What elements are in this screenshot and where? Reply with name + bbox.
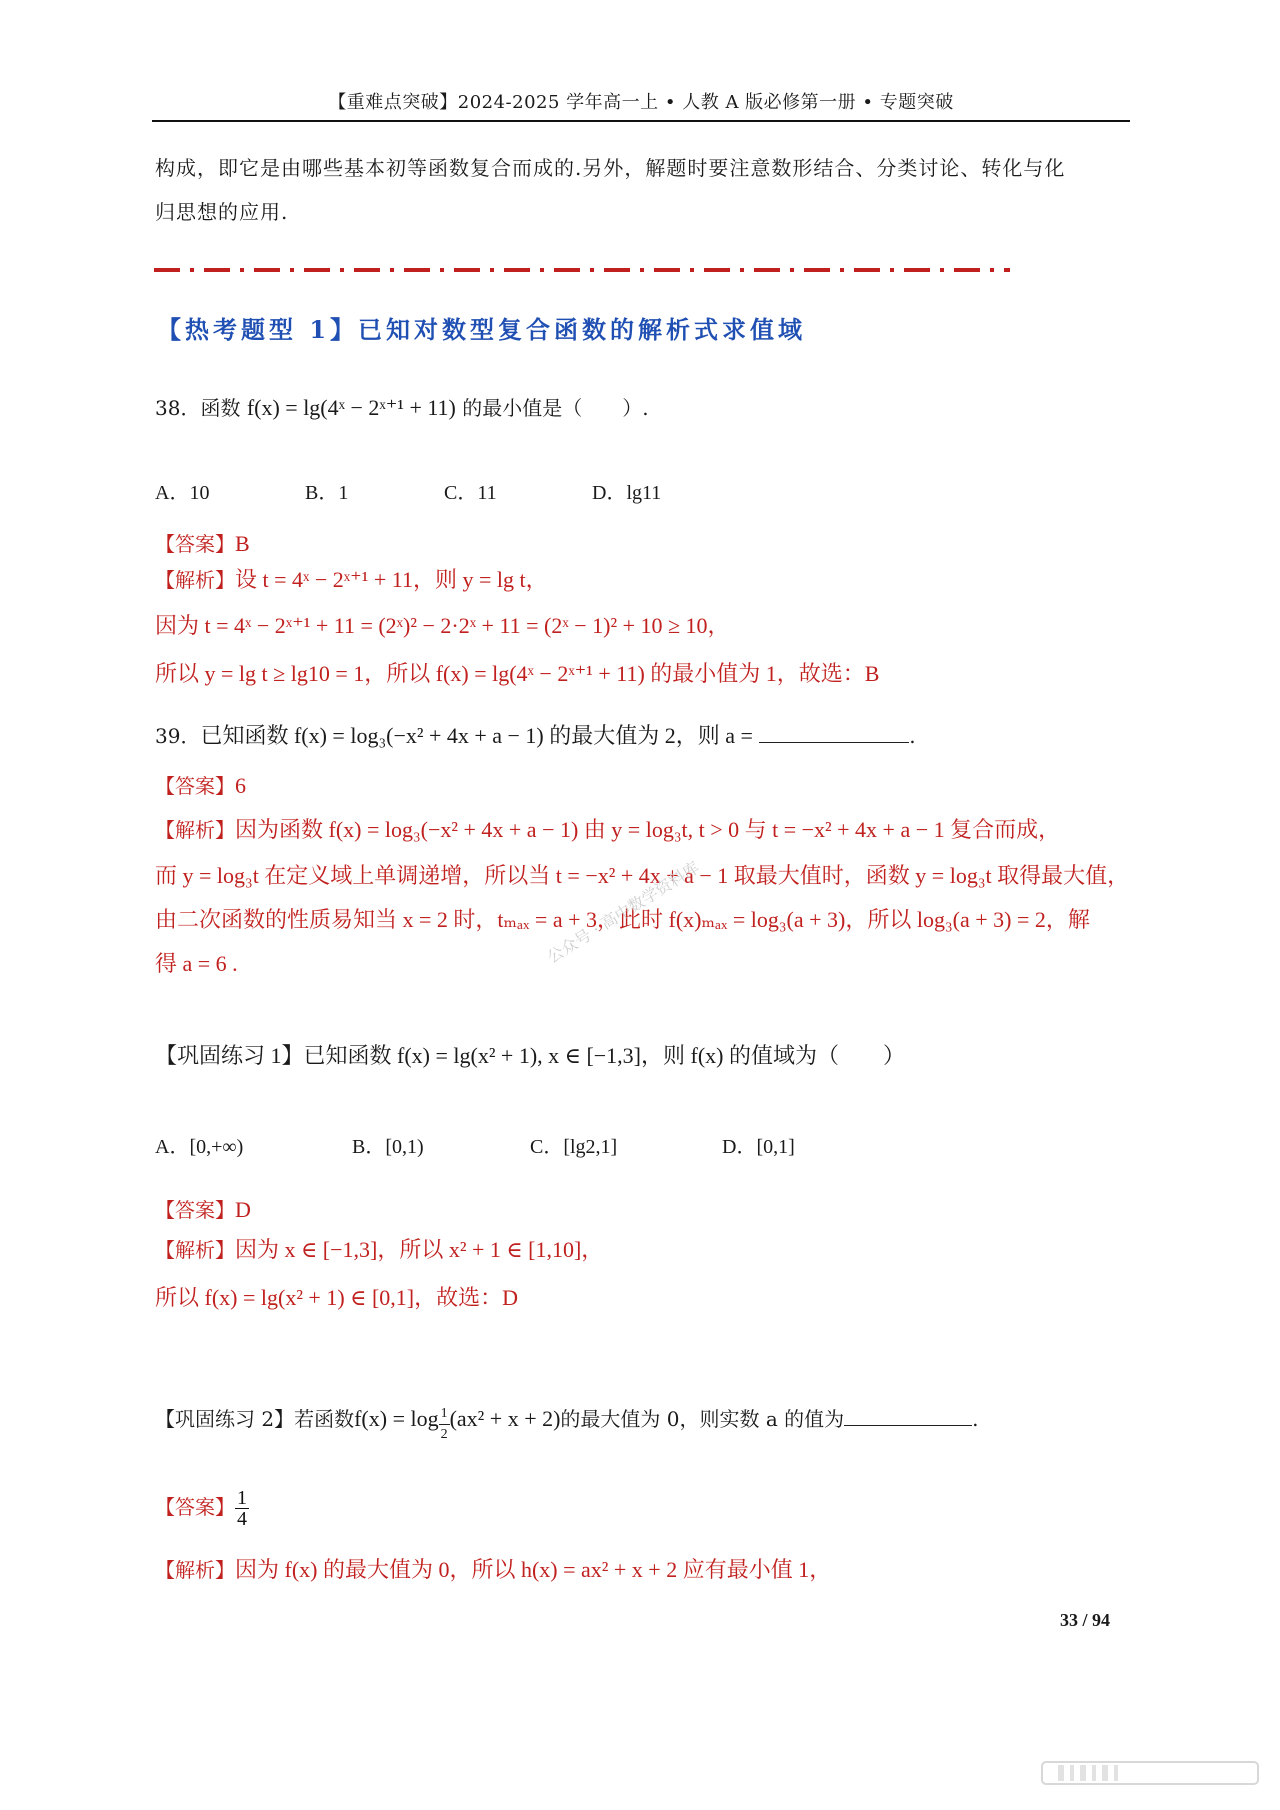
question-39 (155, 722, 916, 750)
watermark: 公众号 · 高中数学资料库 (543, 857, 703, 967)
analysis-tag: 【解析】 (155, 1238, 235, 1262)
answer-value: 6 (235, 773, 246, 798)
answer-practice-2 (155, 1488, 249, 1529)
analysis-38-line-3: 所以 y = lg t ≥ lg10 = 1，所以 f(x) = lg(4ˣ − 2ˣ⁺¹ + 11) 的最小值为 1，故选：B (155, 661, 880, 686)
base-denominator: 2 (440, 1427, 448, 1442)
answer-numerator: 1 (237, 1487, 247, 1509)
analysis-text: 设 t = 4ˣ − 2ˣ⁺¹ + 11，则 y = lg t， (235, 567, 548, 592)
stem-formula: f(x) = log (354, 1406, 439, 1431)
analysis-39-line-1 (155, 816, 1060, 844)
analysis-text: 因为 x ∈ [−1,3]，所以 x² + 1 ∈ [1,10]， (235, 1237, 604, 1262)
answer-blank (759, 722, 909, 743)
answer-tag: 【答案】 (155, 774, 235, 798)
log-base-fraction (439, 1404, 450, 1445)
option-a: A．10 (155, 482, 210, 504)
analysis-text: 因为 f(x) 的最大值为 0，所以 h(x) = ax² + x + 2 应有最小值 1， (235, 1557, 832, 1582)
analysis-practice-2-line-1 (155, 1556, 831, 1584)
analysis-text: 因为函数 f(x) = log₃(−x² + 4x + a − 1) 由 y = log₃t, t > 0 与 t = −x² + 4x + a − 1 复合而成， (235, 817, 1061, 842)
answer-value: D (235, 1197, 251, 1222)
stem-end: . (909, 724, 916, 748)
analysis-practice-1-line-2: 所以 f(x) = lg(x² + 1) ∈ [0,1]，故选：D (155, 1285, 518, 1310)
analysis-39-line-3: 由二次函数的性质易知当 x = 2 时，tₘₐₓ = a + 3，此时 f(x)ₘₐₓ = log₃(a + 3)，所以 log₃(a + 3) = 2，解 (155, 907, 1090, 932)
page-header: 【重难点突破】2024-2025 学年高一上 • 人教 A 版必修第一册 • 专题突破 (328, 92, 954, 113)
analysis-tag: 【解析】 (155, 1558, 235, 1582)
question-stem-prefix: 函数 (200, 396, 241, 420)
analysis-38-line-2: 因为 t = 4ˣ − 2ˣ⁺¹ + 11 = (2ˣ)² − 2·2ˣ + 11 = (2ˣ − 1)² + 10 ≥ 10， (155, 613, 730, 638)
question-formula: f(x) = lg(4ˣ − 2ˣ⁺¹ + 11) (246, 395, 456, 420)
answer-tag: 【答案】 (155, 532, 235, 556)
analysis-tag: 【解析】 (155, 818, 235, 842)
practice-1-stem: 【巩固练习 1】已知函数 f(x) = lg(x² + 1), x ∈ [−1,3]，则 f(x) 的值域为（ ） (155, 1043, 905, 1068)
question-number: 38． (155, 396, 201, 420)
analysis-38-line-1 (155, 566, 548, 594)
option-a: A．[0,+∞) (155, 1136, 244, 1158)
stem-prefix: 【巩固练习 2】若函数 (155, 1407, 355, 1431)
question-stem: 已知函数 f(x) = log₃(−x² + 4x + a − 1) 的最大值为 2，则 a = (200, 723, 753, 748)
answer-practice-1 (155, 1196, 251, 1224)
barcode-icon (1040, 1760, 1260, 1786)
answer-39 (155, 772, 246, 800)
section-title: 【热考题型 1】已知对数型复合函数的解析式求值域 (157, 315, 807, 344)
option-b: B．1 (305, 482, 349, 504)
dash-dot-divider (152, 266, 1012, 274)
question-number: 39． (155, 724, 201, 748)
answer-blank (844, 1405, 972, 1426)
question-stem-suffix: 的最小值是（ ）. (462, 396, 649, 420)
intro-line-2: 归思想的应用. (155, 200, 289, 224)
practice-2-stem (155, 1404, 979, 1445)
stem-end: . (972, 1407, 979, 1431)
analysis-39-line-4: 得 a = 6 . (155, 951, 238, 976)
analysis-practice-1-line-1 (155, 1236, 603, 1264)
answer-38 (155, 530, 250, 558)
answer-fraction (235, 1488, 249, 1529)
answer-tag: 【答案】 (155, 1495, 235, 1519)
base-numerator: 1 (439, 1404, 450, 1425)
intro-line-1: 构成，即它是由哪些基本初等函数复合而成的.另外，解题时要注意数形结合、分类讨论、转化与化 (155, 156, 1066, 180)
option-c: C．11 (444, 482, 497, 504)
stem-formula-tail: (ax² + x + 2) (449, 1406, 561, 1431)
stem-suffix: 的最大值为 0，则实数 a 的值为 (560, 1407, 845, 1431)
analysis-tag: 【解析】 (155, 568, 235, 592)
answer-value: B (235, 531, 250, 556)
answer-tag: 【答案】 (155, 1198, 235, 1222)
option-d: D．[0,1] (722, 1136, 795, 1158)
question-38 (155, 394, 649, 422)
answer-denominator: 4 (237, 1508, 247, 1530)
page-number: 33 / 94 (1060, 1610, 1111, 1630)
analysis-39-line-2: 而 y = log₃t 在定义域上单调递增，所以当 t = −x² + 4x + a − 1 取最大值时，函数 y = log₃t 取得最大值， (155, 863, 1130, 888)
option-c: C．[lg2,1] (530, 1136, 618, 1158)
header-divider (152, 120, 1130, 122)
option-b: B．[0,1) (352, 1136, 424, 1158)
option-d: D．lg11 (592, 482, 662, 504)
